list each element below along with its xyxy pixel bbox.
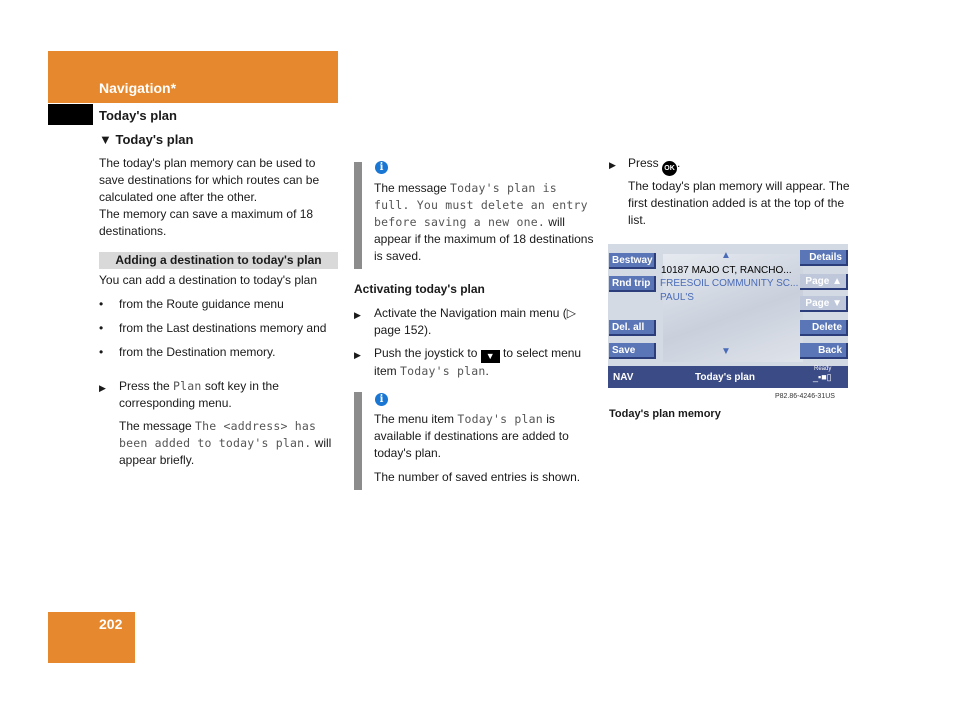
softkey-save[interactable]: Save bbox=[609, 343, 656, 359]
step-press-ok: ▶ Press OK . bbox=[609, 155, 849, 176]
step-arrow-icon: ▶ bbox=[354, 310, 361, 320]
message-text: The message The <address> has been added to today's plan. will appear briefly. bbox=[119, 419, 332, 467]
softkey-back[interactable]: Back bbox=[800, 343, 848, 359]
info-bar bbox=[354, 392, 362, 490]
ok-button-icon: OK bbox=[662, 161, 677, 176]
bullet-list bbox=[99, 296, 344, 368]
status-title: Today's plan bbox=[695, 372, 755, 383]
status-nav: NAV bbox=[613, 372, 634, 383]
activating-heading: Activating today's plan bbox=[354, 282, 485, 296]
softkey-del-all[interactable]: Del. all bbox=[609, 320, 656, 336]
plan-entry[interactable]: 10187 MAJO CT, RANCHO... bbox=[661, 265, 792, 276]
page-heading bbox=[99, 132, 193, 147]
softkey-details[interactable]: Details bbox=[800, 250, 848, 266]
plan-entry[interactable]: FREESOIL COMMUNITY SC... bbox=[660, 278, 799, 289]
joystick-down-icon: ▼ bbox=[481, 350, 500, 363]
figure-code: P82.86-4246-31US bbox=[775, 393, 835, 400]
step-activate-menu: ▶ Activate the Navigation main menu (▷ page 152). bbox=[354, 306, 576, 337]
heading-text: Today's plan bbox=[115, 132, 194, 147]
scroll-down-icon: ▼ bbox=[721, 346, 731, 357]
list-item: • from the Last destinations memory and bbox=[99, 321, 327, 335]
section-title: Navigation* bbox=[99, 80, 177, 96]
softkey-page-up[interactable]: Page ▲ bbox=[800, 274, 848, 290]
scroll-up-icon: ▲ bbox=[721, 250, 731, 261]
bullet-icon: • bbox=[99, 321, 104, 335]
signal-icon: _▪■▯ bbox=[813, 372, 832, 382]
status-ready: Ready bbox=[814, 366, 832, 372]
heading-arrow: ▼ bbox=[99, 132, 112, 147]
softkey-page-down[interactable]: Page ▼ bbox=[800, 296, 848, 312]
info-note-1: The message Today's plan is full. You must delete an entry before saving a new one. will appear if the maximum of 18 destinations is saved. bbox=[374, 181, 594, 263]
step-press-plan: ▶ Press the Plan soft key in the corresponding menu. bbox=[99, 379, 279, 410]
info-icon: i bbox=[375, 161, 388, 174]
black-tab bbox=[48, 104, 93, 125]
softkey-rnd-trip[interactable]: Rnd trip bbox=[609, 276, 656, 292]
info-note-2: The menu item Today's plan is available if destinations are added to today's plan. The number of saved entries is shown. bbox=[374, 412, 581, 484]
navigation-screen bbox=[608, 244, 848, 388]
plan-entry[interactable]: PAUL'S bbox=[660, 292, 694, 303]
subsection-title: Today's plan bbox=[99, 108, 177, 123]
box-heading: Adding a destination to today's plan bbox=[99, 252, 338, 269]
step-arrow-icon: ▶ bbox=[354, 350, 361, 360]
header-bar bbox=[48, 51, 338, 103]
list-item: • from the Route guidance menu bbox=[99, 297, 284, 311]
softkey-bestway[interactable]: Bestway bbox=[609, 253, 656, 269]
info-bar bbox=[354, 162, 362, 269]
list-item: • from the Destination memory. bbox=[99, 345, 276, 359]
intro-paragraph-2: The memory can save a maximum of 18 destinations. bbox=[99, 207, 314, 238]
page-number: 202 bbox=[99, 616, 123, 632]
info-icon: i bbox=[375, 393, 388, 406]
intro-paragraph-1: The today's plan memory can be used to save destinations for which routes can be calculated one after the other. bbox=[99, 156, 320, 204]
step-arrow-icon: ▶ bbox=[99, 383, 106, 393]
step-arrow-icon: ▶ bbox=[609, 160, 616, 170]
result-text: The today's plan memory will appear. The first destination added is at the top of the list. bbox=[628, 179, 850, 227]
bullet-icon: • bbox=[99, 345, 104, 359]
can-add-text: You can add a destination to today's plan bbox=[99, 273, 318, 287]
step-push-joystick: ▶ Push the joystick to ▼ to select menu item Today's plan. bbox=[354, 346, 582, 378]
intro-text bbox=[99, 155, 339, 240]
bullet-icon: • bbox=[99, 297, 104, 311]
figure-caption: Today's plan memory bbox=[609, 408, 721, 420]
softkey-delete[interactable]: Delete bbox=[800, 320, 848, 336]
